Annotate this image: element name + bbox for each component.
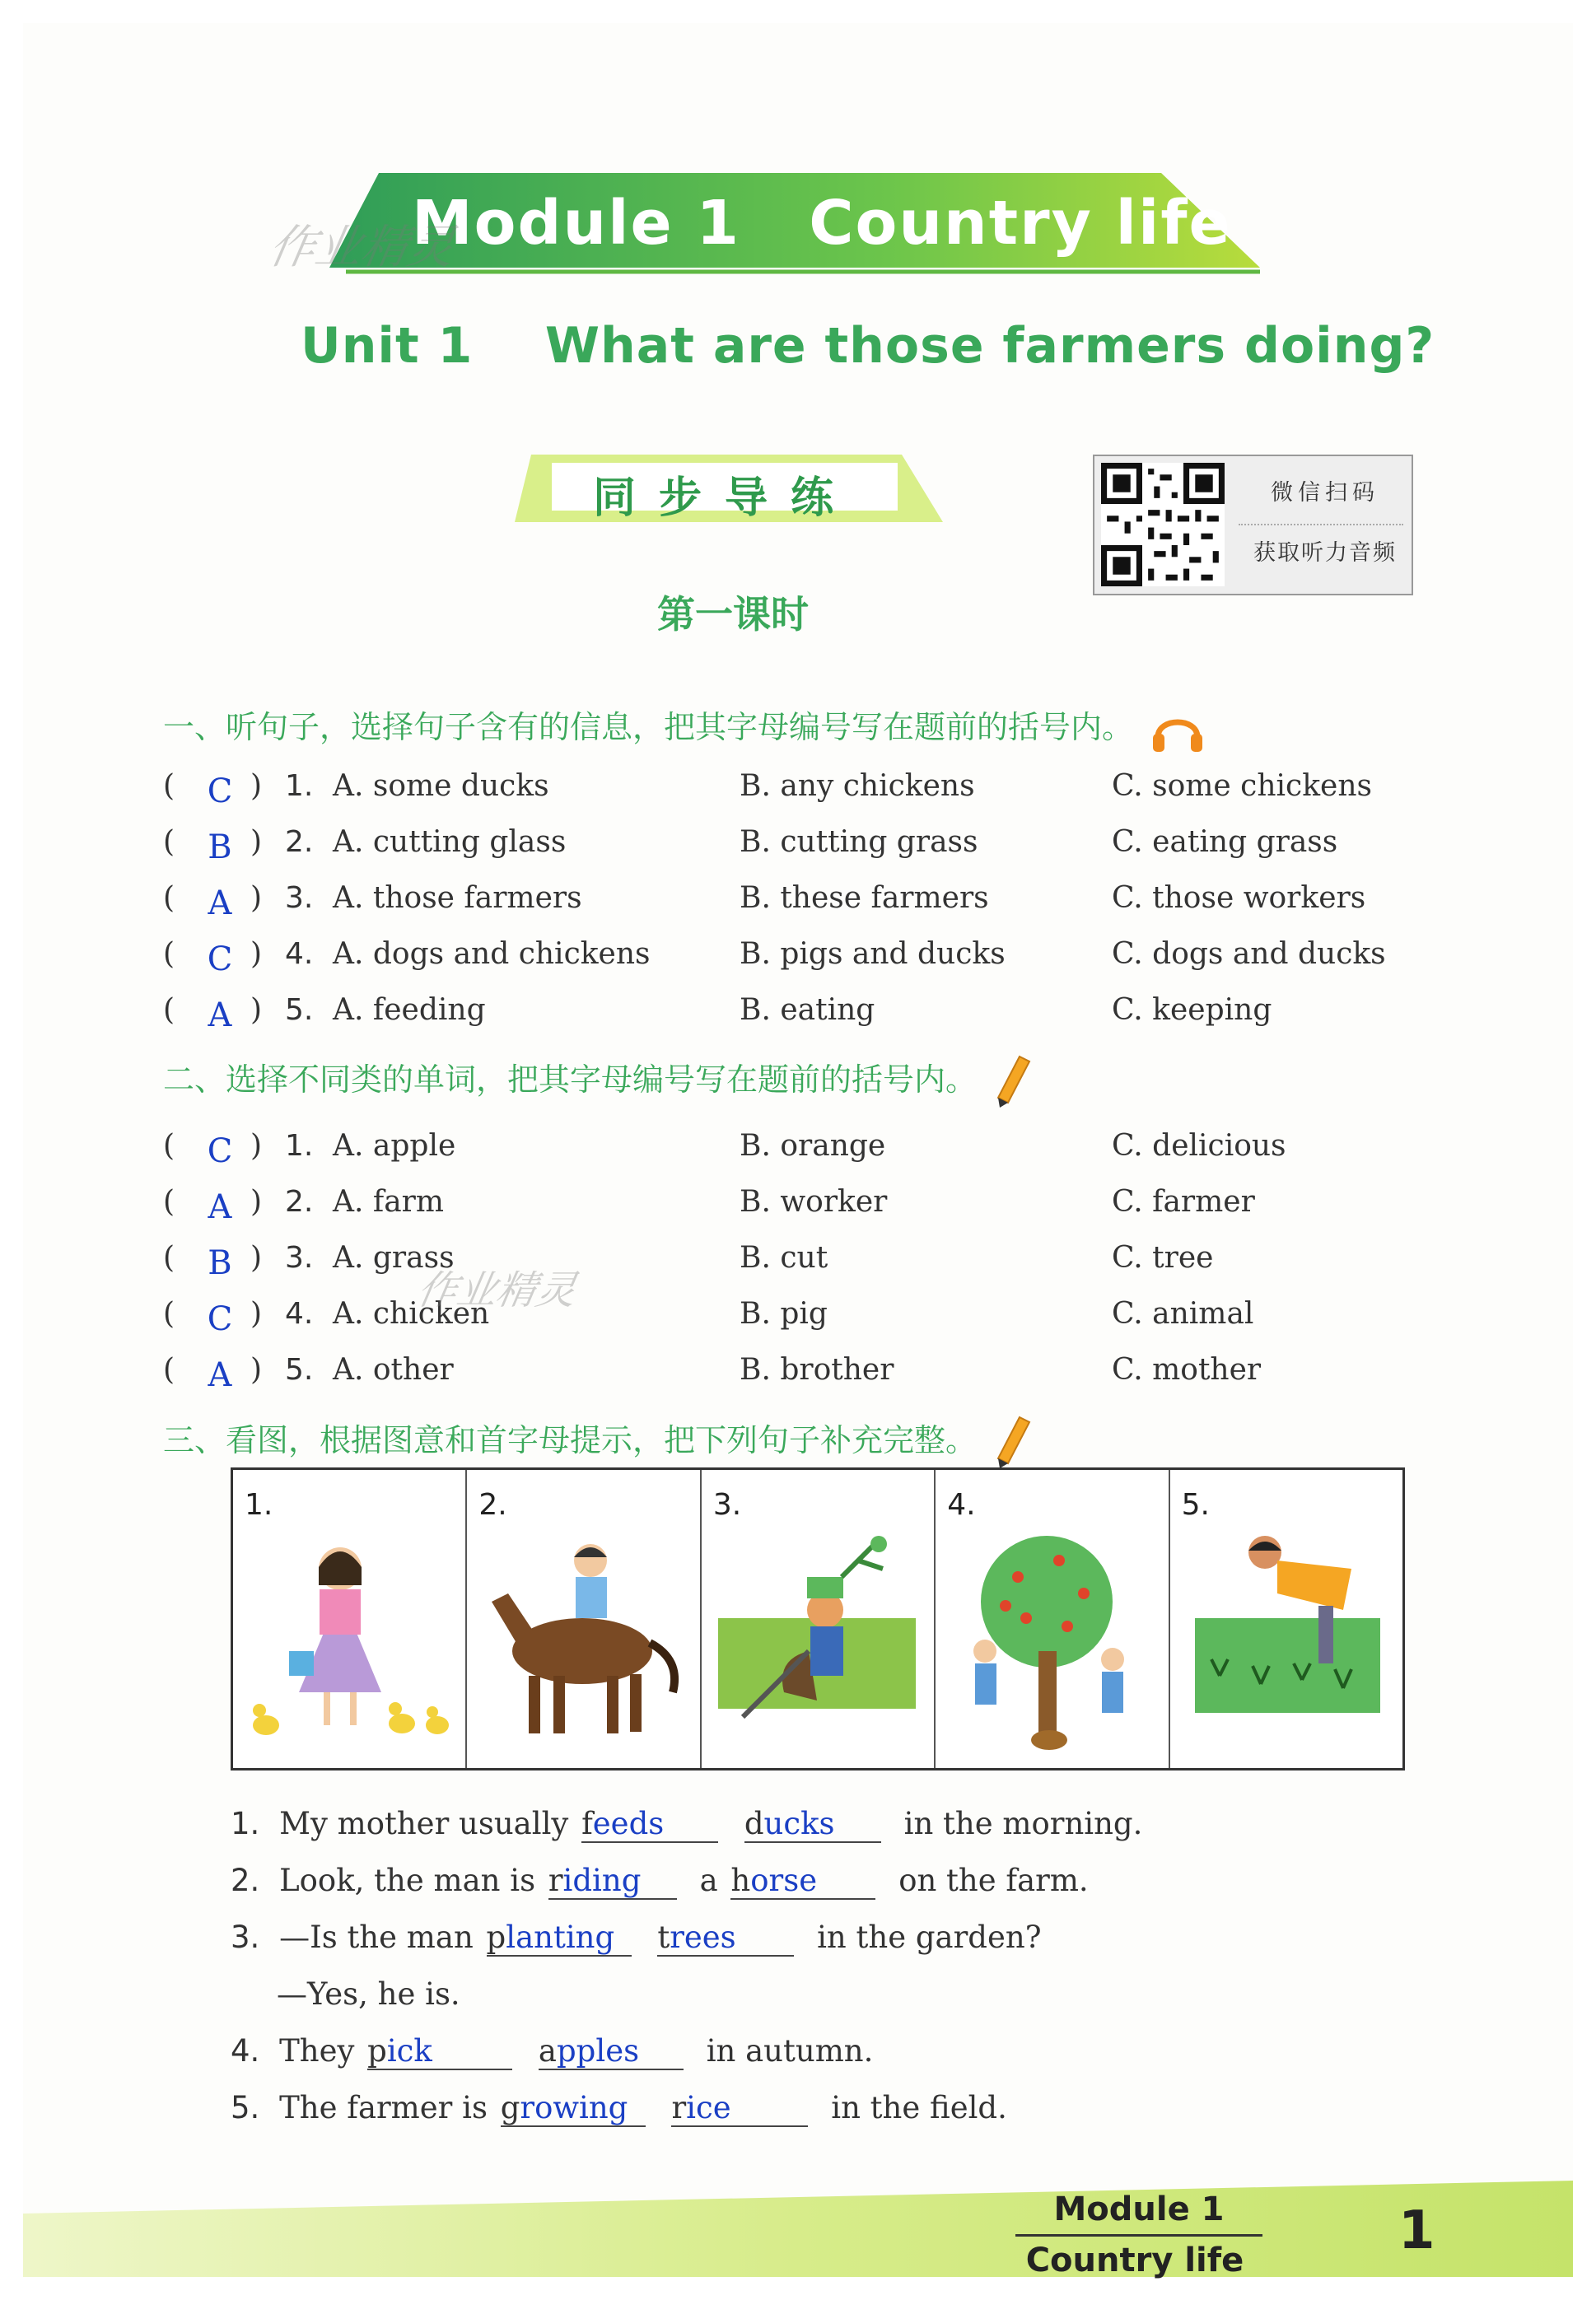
- workbook-page: [23, 23, 1573, 2277]
- option-a: A. grass: [333, 1241, 455, 1275]
- fill-blank[interactable]: [367, 2035, 512, 2070]
- sentence-text: —Yes, he is.: [277, 1976, 460, 2012]
- qr-text-line1: 微信扫码: [1271, 480, 1379, 506]
- option-b: B. any chickens: [740, 769, 975, 803]
- part3-heading: [163, 1415, 1031, 1470]
- qr-code-icon[interactable]: [1101, 463, 1225, 586]
- watermark: 作业精灵: [264, 221, 459, 274]
- picture-number: 3.: [712, 1488, 742, 1522]
- footer-module: Module 1: [1053, 2190, 1225, 2228]
- item-number: 1.: [285, 769, 314, 803]
- item-number: 4.: [285, 1297, 314, 1331]
- item-number: 1.: [285, 1129, 314, 1163]
- part1-heading: [163, 702, 1204, 753]
- paren-left: (: [163, 937, 175, 971]
- option-c: C. some chickens: [1112, 769, 1372, 803]
- paren-right: ): [250, 769, 263, 803]
- answer[interactable]: A: [208, 996, 232, 1034]
- item-number: 2.: [285, 825, 314, 859]
- girl-feeding-ducks-image: [241, 1528, 455, 1750]
- fill-blank[interactable]: [657, 1921, 794, 1957]
- option-c: C. tree: [1112, 1241, 1214, 1275]
- picture-cell: [936, 1470, 1169, 1768]
- answer[interactable]: A: [208, 884, 232, 922]
- sentence-number: 1.: [231, 1806, 260, 1841]
- option-c: C. those workers: [1112, 881, 1366, 915]
- picture-number: 2.: [478, 1488, 507, 1522]
- hint-letter: a: [538, 2033, 557, 2069]
- option-c: C. eating grass: [1112, 825, 1338, 859]
- item-number: 5.: [285, 993, 314, 1027]
- paren-left: (: [163, 769, 175, 803]
- answer[interactable]: C: [207, 1300, 233, 1338]
- hint-letter: t: [657, 1920, 670, 1955]
- hint-letter: h: [730, 1863, 751, 1898]
- option-c: C. mother: [1112, 1353, 1262, 1387]
- option-a: A. chicken: [333, 1297, 490, 1331]
- fill-blank[interactable]: [671, 2092, 808, 2127]
- paren-left: (: [163, 1129, 175, 1163]
- option-b: B. worker: [740, 1185, 888, 1219]
- paren-left: (: [163, 825, 175, 859]
- picture-cell: [233, 1470, 467, 1768]
- sentence: [231, 1863, 1089, 1912]
- item-number: 2.: [285, 1185, 314, 1219]
- part3-heading-text: 三、看图，根据图意和首字母提示，把下列句子补充完整。: [163, 1422, 978, 1458]
- sentence-text: They: [279, 2033, 355, 2069]
- part1-heading-text: 一、听句子，选择句子含有的信息，把其字母编号写在题前的括号内。: [163, 709, 1134, 745]
- sentence: [231, 2090, 1007, 2139]
- answer[interactable]: C: [207, 772, 233, 810]
- hint-letter: d: [744, 1806, 764, 1841]
- fill-blank[interactable]: [539, 2035, 684, 2070]
- option-b: B. orange: [740, 1129, 886, 1163]
- picture-number: 4.: [947, 1488, 976, 1522]
- section-tag: [515, 455, 935, 522]
- hint-letter: p: [367, 2033, 387, 2069]
- picture-table: [231, 1467, 1405, 1770]
- option-c: C. delicious: [1112, 1129, 1286, 1163]
- blank-answer: lanting: [506, 1920, 615, 1955]
- sentence-text: Look, the man is: [279, 1863, 536, 1898]
- fill-blank[interactable]: [581, 1808, 718, 1843]
- sentence-number: 5.: [231, 2090, 260, 2125]
- option-c: C. animal: [1112, 1297, 1254, 1331]
- sentence-text: in the field.: [831, 2090, 1007, 2125]
- paren-right: ): [250, 1297, 263, 1331]
- option-a: A. cutting glass: [333, 825, 567, 859]
- lesson-title: 第一课时: [657, 592, 809, 637]
- paren-right: ): [250, 881, 263, 915]
- option-b: B. these farmers: [740, 881, 989, 915]
- item-number: 5.: [285, 1353, 314, 1387]
- pencil-icon: [995, 1416, 1031, 1470]
- qr-text-line2: 获取听力音频: [1253, 540, 1397, 566]
- sentence-text: The farmer is: [279, 2090, 488, 2125]
- answer[interactable]: B: [208, 1244, 232, 1282]
- item-number: 3.: [285, 1241, 314, 1275]
- option-b: B. eating: [740, 993, 875, 1027]
- qr-divider: [1239, 524, 1403, 525]
- man-planting-tree-image: [710, 1528, 924, 1750]
- picture-cell: [702, 1470, 936, 1768]
- sentence-text: on the farm.: [898, 1863, 1089, 1898]
- option-b: B. brother: [740, 1353, 894, 1387]
- sentence-text: in the garden?: [817, 1920, 1042, 1955]
- list-item: [163, 1348, 1481, 1397]
- headphones-icon: [1151, 706, 1204, 753]
- sentence: [231, 2033, 873, 2083]
- section-tag-label: 同步导练: [592, 474, 856, 523]
- sentence: [231, 1806, 1142, 1855]
- blank-answer: orse: [750, 1863, 818, 1898]
- list-item: [163, 820, 1481, 870]
- answer[interactable]: A: [208, 1356, 232, 1394]
- paren-left: (: [163, 1185, 175, 1219]
- item-number: 3.: [285, 881, 314, 915]
- unit-title: Unit 1 What are those farmers doing?: [301, 317, 1435, 375]
- part2-heading: [163, 1054, 1031, 1109]
- blank-answer: ice: [686, 2090, 731, 2125]
- watermark: 作业精灵: [413, 1267, 581, 1313]
- sentence-number: 3.: [231, 1920, 260, 1955]
- paren-left: (: [163, 1241, 175, 1275]
- option-a: A. those farmers: [333, 881, 582, 915]
- list-item: [163, 932, 1481, 982]
- list-item: [163, 1124, 1481, 1173]
- blank-answer: iding: [562, 1863, 642, 1898]
- option-a: A. dogs and chickens: [333, 937, 651, 971]
- paren-right: ): [250, 825, 263, 859]
- blank-answer: pples: [556, 2033, 640, 2069]
- fill-blank[interactable]: [730, 1864, 875, 1900]
- people-picking-apples-image: [944, 1528, 1158, 1750]
- sentence-reply: [277, 1976, 460, 2026]
- sentence-text: in autumn.: [706, 2033, 874, 2069]
- sentence-text: My mother usually: [279, 1806, 569, 1841]
- paren-left: (: [163, 993, 175, 1027]
- option-c: C. farmer: [1112, 1185, 1255, 1219]
- answer[interactable]: A: [208, 1188, 232, 1226]
- fill-blank[interactable]: [501, 2092, 646, 2127]
- option-c: C. keeping: [1112, 993, 1272, 1027]
- hint-letter: p: [486, 1920, 506, 1955]
- paren-left: (: [163, 1297, 175, 1331]
- list-item: [163, 988, 1481, 1038]
- paren-right: ): [250, 937, 263, 971]
- module-banner: [329, 173, 1260, 276]
- sentence-text: a: [699, 1863, 718, 1898]
- option-a: A. feeding: [333, 993, 486, 1027]
- fill-blank[interactable]: [487, 1921, 632, 1957]
- sentence-number: 4.: [231, 2033, 260, 2069]
- hint-letter: r: [548, 1863, 563, 1898]
- footer-subtitle: Country life: [1025, 2242, 1244, 2279]
- option-b: B. pig: [740, 1297, 828, 1331]
- paren-left: (: [163, 1353, 175, 1387]
- blank-answer: eeds: [592, 1806, 665, 1841]
- page-number: 1: [1398, 2200, 1435, 2261]
- part2-heading-text: 二、选择不同类的单词，把其字母编号写在题前的括号内。: [163, 1061, 978, 1098]
- hint-letter: f: [581, 1806, 593, 1841]
- sentence: [231, 1920, 1042, 1969]
- pencil-icon: [995, 1055, 1031, 1109]
- hint-letter: r: [671, 2090, 687, 2125]
- option-c: C. dogs and ducks: [1112, 937, 1386, 971]
- option-b: B. pigs and ducks: [740, 937, 1006, 971]
- list-item: [163, 876, 1481, 926]
- list-item: [163, 1180, 1481, 1229]
- item-number: 4.: [285, 937, 314, 971]
- option-a: A. other: [333, 1353, 454, 1387]
- option-a: A. farm: [333, 1185, 445, 1219]
- qr-box[interactable]: [1093, 455, 1413, 595]
- footer-divider: [1015, 2234, 1262, 2237]
- paren-right: ): [250, 1185, 263, 1219]
- list-item: [163, 1292, 1481, 1341]
- option-a: A. some ducks: [333, 769, 549, 803]
- option-b: B. cutting grass: [740, 825, 978, 859]
- farmer-growing-rice-image: [1178, 1528, 1393, 1750]
- paren-right: ): [250, 993, 263, 1027]
- option-b: B. cut: [740, 1241, 828, 1275]
- option-a: A. apple: [333, 1129, 456, 1163]
- picture-number: 1.: [245, 1488, 273, 1522]
- sentence-text: in the morning.: [903, 1806, 1143, 1841]
- paren-right: ): [250, 1129, 263, 1163]
- picture-number: 5.: [1181, 1488, 1210, 1522]
- footer-band: [23, 2181, 1573, 2277]
- paren-left: (: [163, 881, 175, 915]
- paren-right: ): [250, 1353, 263, 1387]
- hint-letter: g: [500, 2090, 520, 2125]
- fill-blank[interactable]: [548, 1864, 677, 1900]
- fill-blank[interactable]: [744, 1808, 881, 1843]
- list-item: [163, 764, 1481, 814]
- answer[interactable]: C: [207, 1132, 233, 1170]
- sentence-text: —Is the man: [279, 1920, 474, 1955]
- sentence-number: 2.: [231, 1863, 260, 1898]
- man-riding-horse-image: [475, 1528, 689, 1750]
- module-title: Module 1 Country life: [412, 188, 1232, 259]
- blank-answer: rowing: [520, 2090, 628, 2125]
- answer[interactable]: C: [207, 940, 233, 978]
- blank-answer: ucks: [763, 1806, 835, 1841]
- picture-cell: [467, 1470, 701, 1768]
- blank-answer: ick: [386, 2033, 432, 2069]
- picture-cell: [1170, 1470, 1402, 1768]
- paren-right: ): [250, 1241, 263, 1275]
- blank-answer: rees: [670, 1920, 736, 1955]
- list-item: [163, 1236, 1481, 1285]
- answer[interactable]: B: [208, 828, 232, 866]
